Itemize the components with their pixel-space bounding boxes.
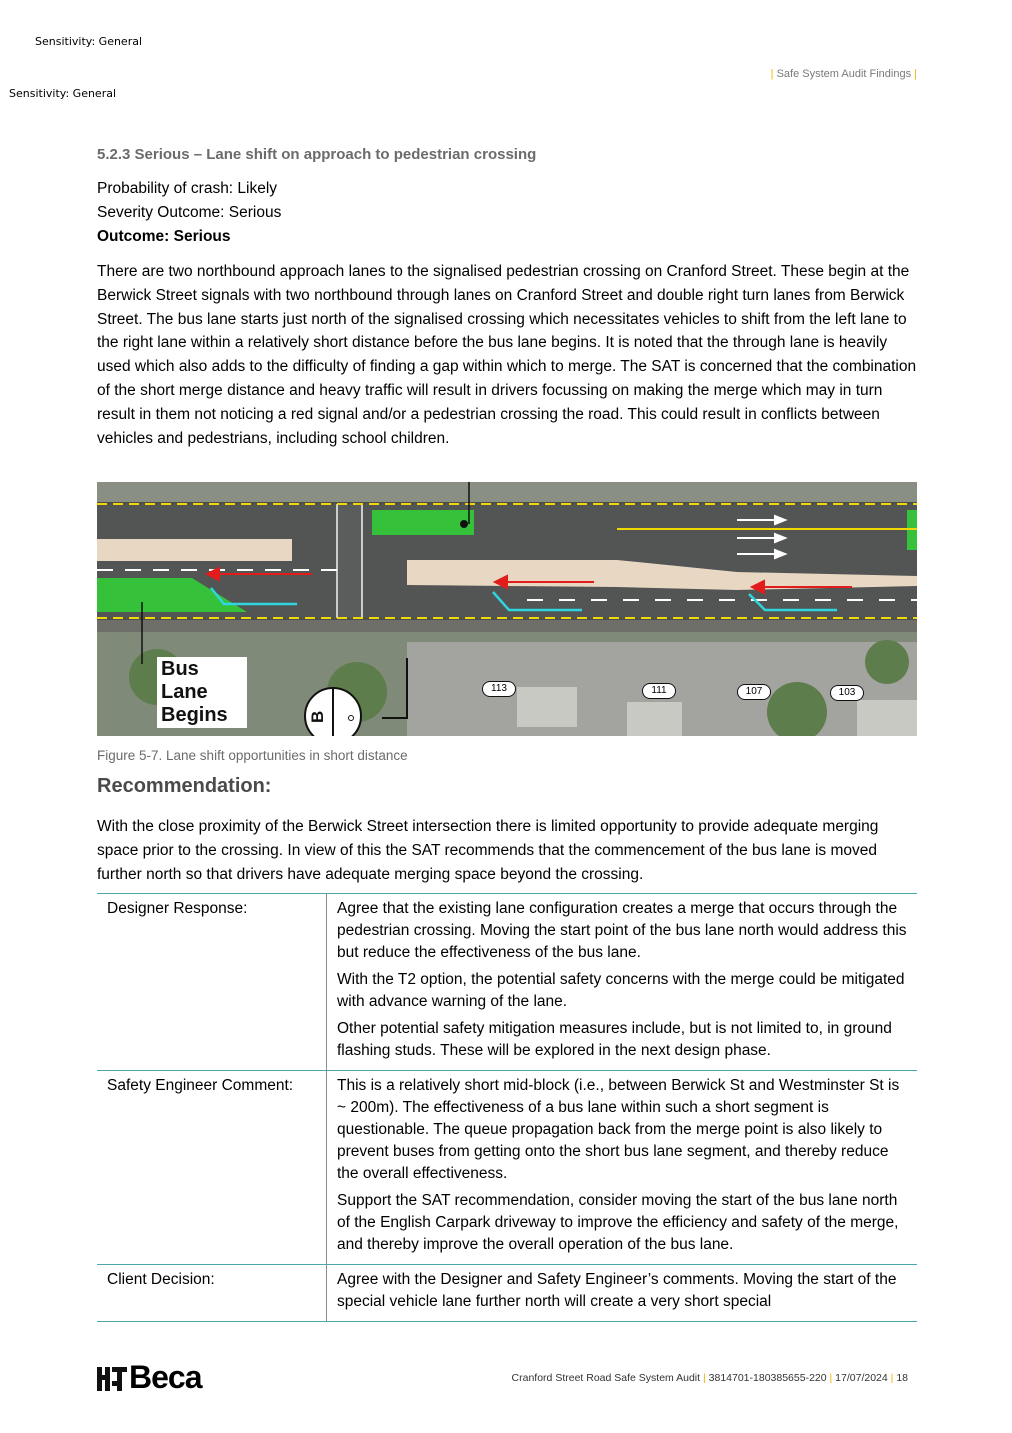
sensitivity-label-top: Sensitivity: General: [35, 35, 143, 48]
row-content: [327, 1265, 918, 1322]
callout-line-1: Bus: [161, 658, 199, 680]
recommendation-body: With the close proximity of the Berwick Street intersection there is limited opportunity to provide adequate merging space prior to the crossing. In view of this the SAT recommends that the commencement of the bus lane is moved further north so that drivers have adequate merging space beyond the crossing.: [97, 818, 879, 883]
recommendation-title: Recommendation:: [97, 775, 272, 797]
lane-shift-figure: [97, 482, 917, 736]
callout-line-2: Lane: [161, 681, 208, 703]
footer-page-number: 18: [896, 1372, 908, 1384]
outcome-line: Outcome: Serious: [97, 228, 231, 245]
row-label: Safety Engineer Comment:: [97, 1071, 327, 1265]
beca-logo: [97, 1359, 202, 1395]
section-body: There are two northbound approach lanes to the signalised pedestrian crossing on Cranford Street. These begin at the Berwick Street signals with two northbound through lanes on Cranford Street and double right turn lanes from Berwick Street. The bus lane starts just north of the signalised crossing which necessitates vehicles to shift from the left lane to the right lane within a relatively short distance before the bus lane begins. It is noted that the through lane is heavily used which also adds to the difficulty of finding a gap within which to merge. The SAT is concerned that the combination of the short merge distance and heavy traffic will result in drivers focussing on making the merge which may in turn result in them not noticing a red signal and/or a pedestrian crossing the road. This could result in conflicts between vehicles and pedestrians, including school children.: [97, 263, 917, 447]
row-content: [327, 894, 918, 1071]
table-row: [97, 1071, 917, 1265]
row-paragraph: Other potential safety mitigation measures include, but is not limited to, in ground flashing studs. These will be explored in the next design phase.: [337, 1020, 892, 1059]
house-number-113: 113: [482, 681, 516, 697]
row-paragraph: Agree with the Designer and Safety Engineer’s comments. Moving the start of the special vehicle lane further north will create a very short special: [337, 1271, 897, 1310]
response-table: [97, 893, 917, 1322]
footer-doc-title: Cranford Street Road Safe System Audit: [511, 1372, 701, 1384]
house-number-111: 111: [642, 683, 676, 699]
figure-caption: Figure 5-7. Lane shift opportunities in short distance: [97, 748, 408, 763]
footer-date: 17/07/2024: [835, 1372, 888, 1384]
page-footer: Cranford Street Road Safe System Audit | 3814701-180385655-220 | 17/07/2024 | 18: [511, 1372, 908, 1384]
table-row: [97, 894, 917, 1071]
beca-wordmark: Beca: [129, 1359, 202, 1395]
beca-mark-icon: [97, 1363, 127, 1391]
row-paragraph: Agree that the existing lane configuration creates a merge that occurs through the pedestrian crossing. Moving the start point of the bus lane north would address this but reduce the effectiveness of the bus lane.: [337, 900, 907, 961]
running-header-title: Safe System Audit Findings: [776, 68, 912, 80]
row-label: Designer Response:: [97, 894, 327, 1071]
row-paragraph: This is a relatively short mid-block (i.e., between Berwick St and Westminster St is ~ 200m). The effectiveness of a bus lane within such a short segment is questionable. The queue propagation back from the merge point is also likely to prevent buses from getting onto the short bus lane segment, and thereby reduce the overall effectiveness.: [337, 1077, 900, 1182]
house-number-107: 107: [737, 684, 771, 700]
footer-doc-number: 3814701-180385655-220: [708, 1372, 827, 1384]
running-header: | Safe System Audit Findings |: [770, 68, 917, 80]
severity-line: Severity Outcome: Serious: [97, 204, 282, 221]
sensitivity-label-second: Sensitivity: General: [9, 87, 117, 100]
section-marker-letter: B: [308, 710, 327, 723]
callout-line-3: Begins: [161, 704, 228, 726]
section-heading: 5.2.3 Serious – Lane shift on approach to pedestrian crossing: [97, 146, 537, 163]
bus-lane-begins-callout: [157, 657, 247, 728]
house-number-103: 103: [830, 685, 864, 701]
row-label: Client Decision:: [97, 1265, 327, 1322]
row-paragraph: With the T2 option, the potential safety concerns with the merge could be mitigated with advance warning of the lane.: [337, 971, 905, 1010]
row-paragraph: Support the SAT recommendation, consider moving the start of the bus lane north of the English Carpark driveway to improve the efficiency and safety of the merge, and thereby improve the overall operation of the bus lane.: [337, 1192, 899, 1253]
table-row: [97, 1265, 917, 1322]
probability-line: Probability of crash: Likely: [97, 180, 278, 197]
row-content: [327, 1071, 918, 1265]
